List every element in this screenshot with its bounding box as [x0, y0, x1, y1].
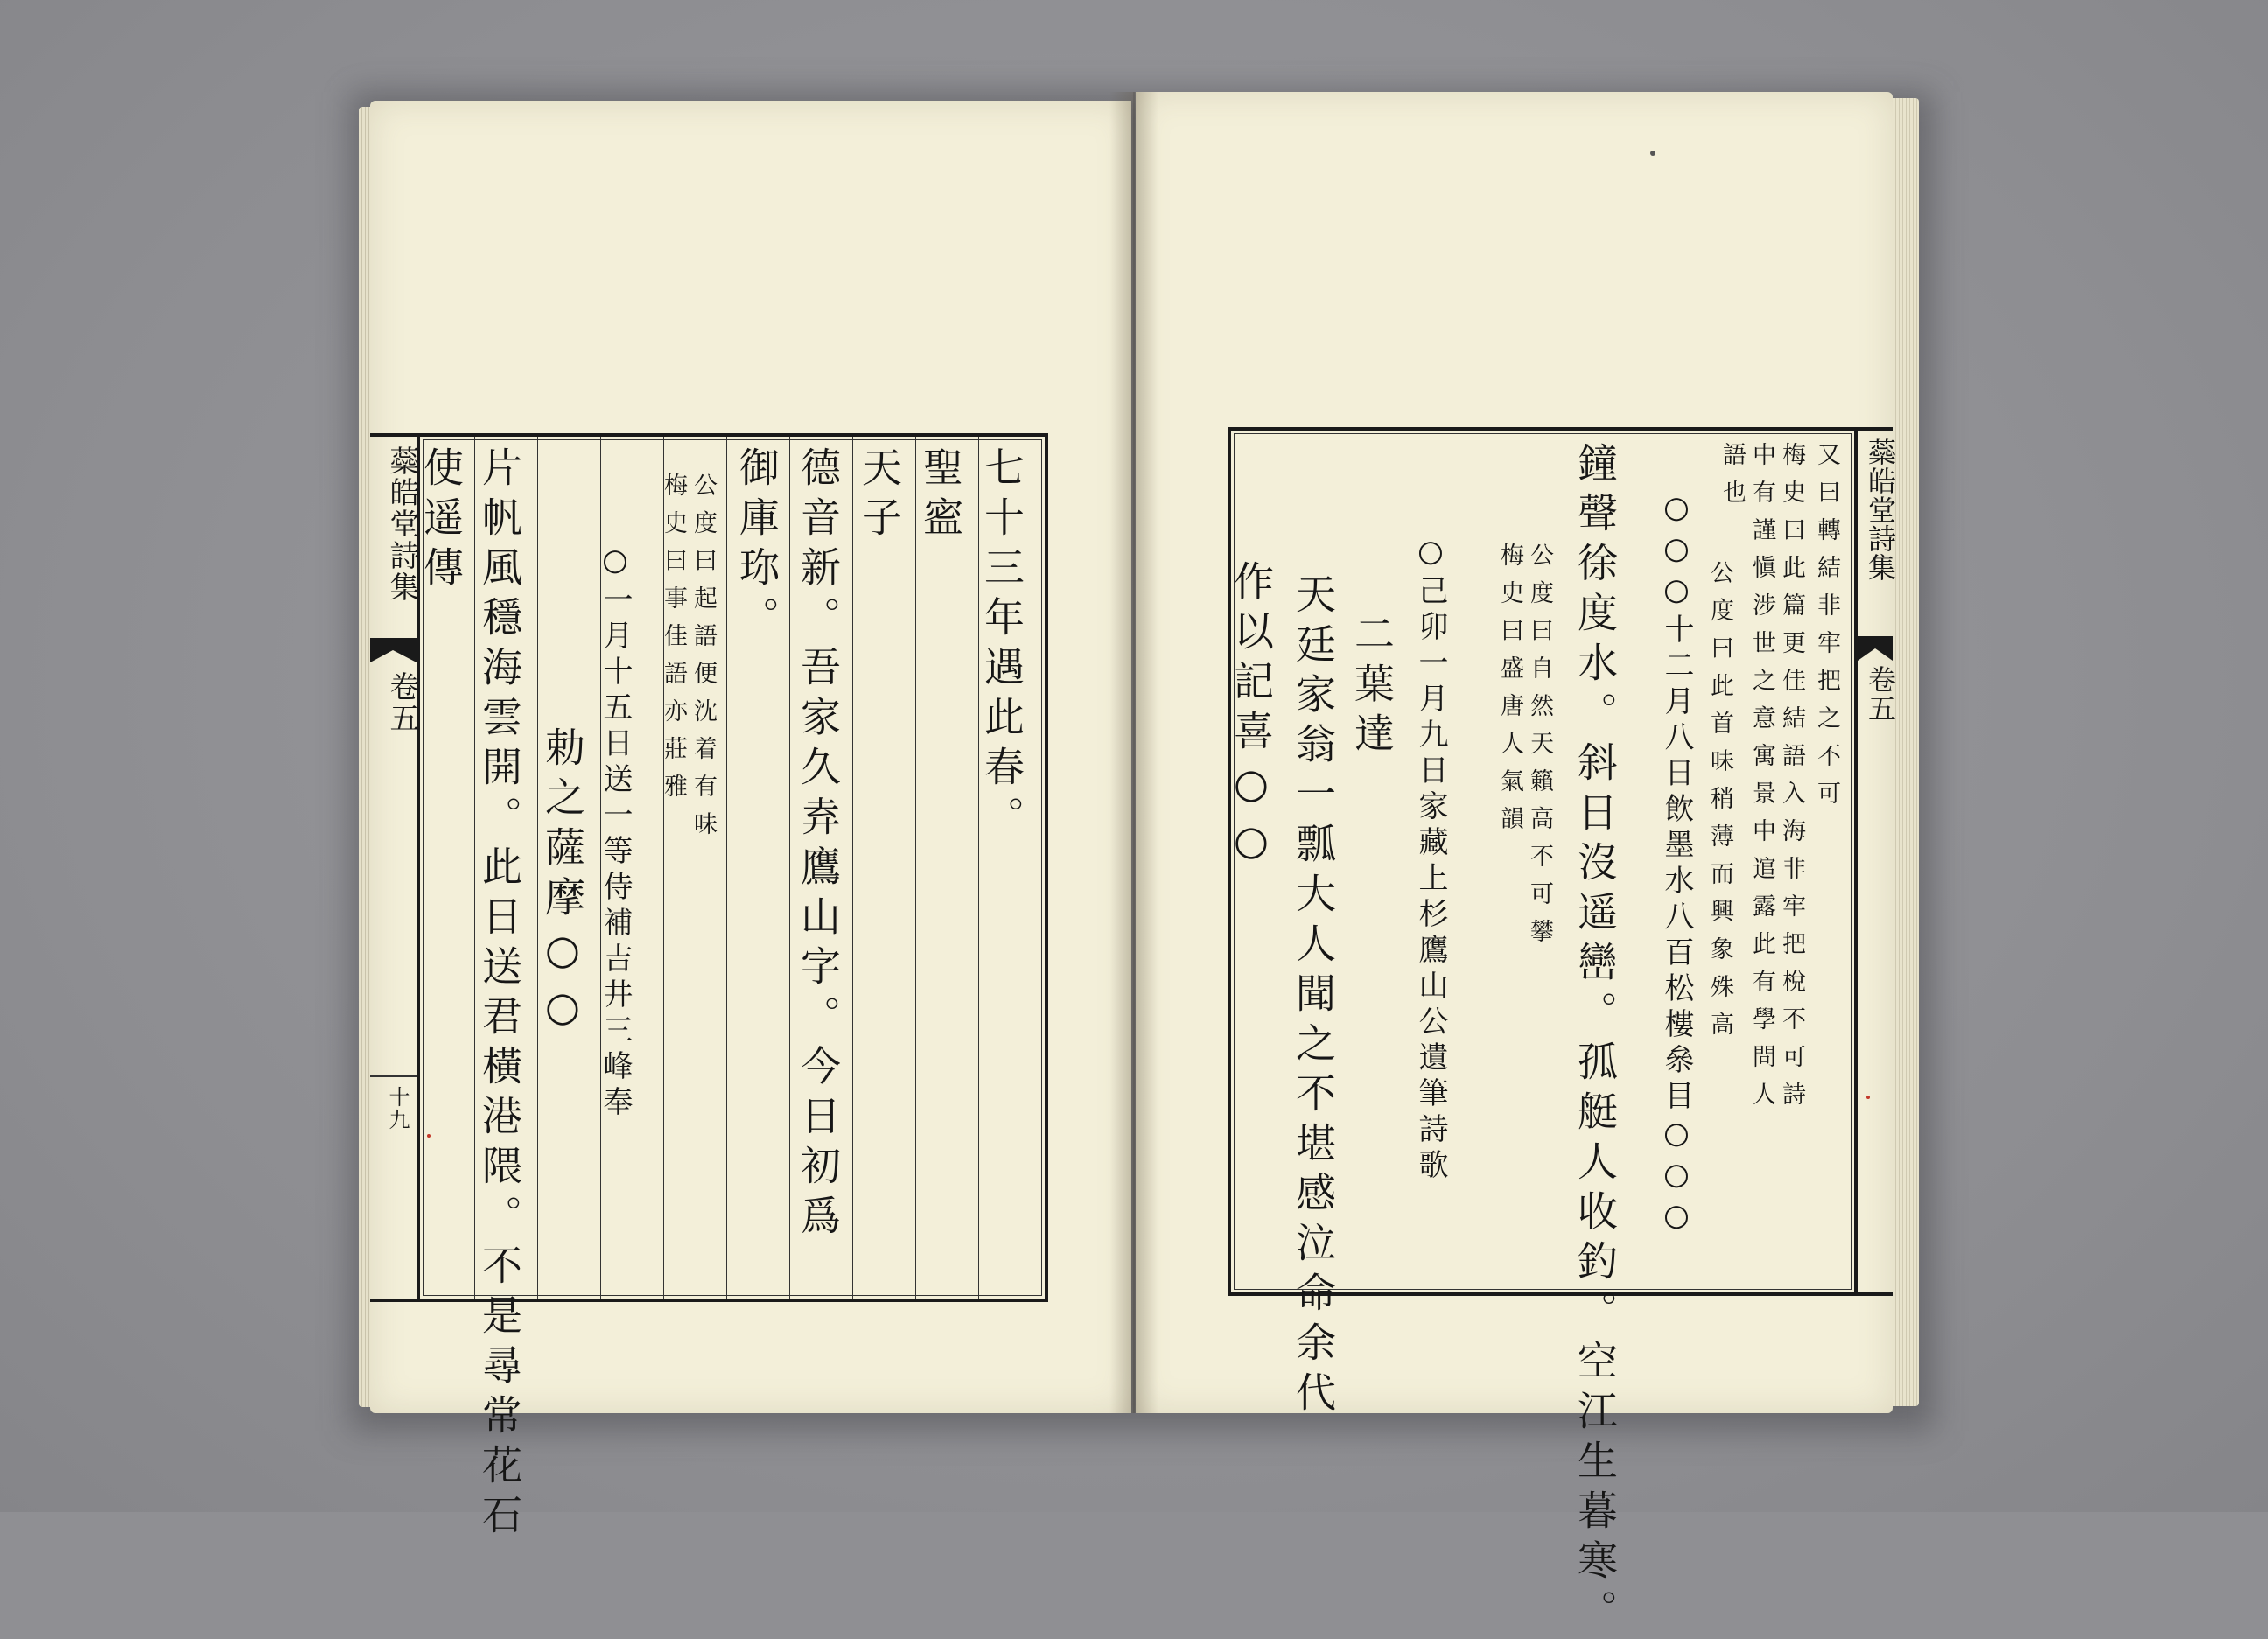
banxin-volume-right: 卷五	[1864, 665, 1897, 723]
text-column: 梅史曰事佳語亦莊雅	[660, 473, 687, 811]
text-column: 作以記喜○○	[1228, 560, 1275, 873]
paper-speck	[1650, 151, 1656, 156]
text-column: 聖䀄	[917, 446, 964, 546]
banxin-title-left: 蘂皓堂詩集	[384, 445, 419, 603]
page-number: 十九	[385, 1086, 410, 1131]
left-banxin	[370, 433, 419, 1302]
banxin-volume-left: 卷五	[384, 671, 419, 734]
text-column: 梅史曰盛唐人氣韻	[1496, 543, 1523, 844]
right-banxin	[1858, 427, 1897, 1296]
banxin-title-right: 蘂皓堂詩集	[1864, 438, 1897, 582]
text-column: ○己卯一月九日家藏上杉鷹山公遺筆詩歌	[1413, 534, 1448, 1185]
text-column: 御庫珎。	[733, 446, 780, 646]
text-column: 使遥傳	[417, 446, 465, 596]
text-column: 七十三年遇此春。	[978, 446, 1026, 845]
text-column: ○○○十二月八日飲墨水八百松樓㕘目○○○	[1659, 490, 1694, 1239]
text-column: 鐘聲徐度水。斜日沒遥巒。孤艇人收釣。空江生暮寒。	[1572, 442, 1619, 1639]
text-column: 天子	[856, 446, 903, 546]
red-mark	[427, 1134, 430, 1138]
text-column: 片帆風穩海雲開。此日送君橫港隈。不是尋常花石	[476, 446, 523, 1544]
book-gutter	[1110, 92, 1158, 1413]
text-column: 中有謹愼涉世之意寓景中逭露此有學問人	[1748, 442, 1775, 1119]
right-page-edges	[1893, 98, 1919, 1406]
text-column: ○一月十五日送一等侍補吉井三峰奉	[598, 543, 633, 1122]
fish-tail-mark-right	[1858, 636, 1893, 661]
text-column: 語也	[1718, 442, 1746, 517]
text-column: 又曰轉結非牢把之不可	[1813, 442, 1840, 818]
red-mark-2	[1866, 1096, 1870, 1099]
text-column: 公度曰自然天籟高不可攀	[1526, 543, 1553, 956]
text-column: 二葉達	[1348, 613, 1396, 762]
text-column: 德音新。吾家久弆鷹山字。今日初爲	[794, 446, 842, 1244]
fish-tail-mark	[370, 638, 416, 662]
text-column: 公度曰此首味稍薄而興象殊高	[1706, 560, 1733, 1049]
text-column: 勅之薩摩○○	[539, 726, 586, 1040]
text-column: 梅史曰此篇更佳結語入海非牢把梲不可詩	[1778, 442, 1805, 1119]
text-column: 天廷家翁一瓢大人聞之不堪感泣命余代	[1290, 573, 1337, 1421]
text-column: 公度曰起語便沈着有味	[690, 473, 717, 849]
